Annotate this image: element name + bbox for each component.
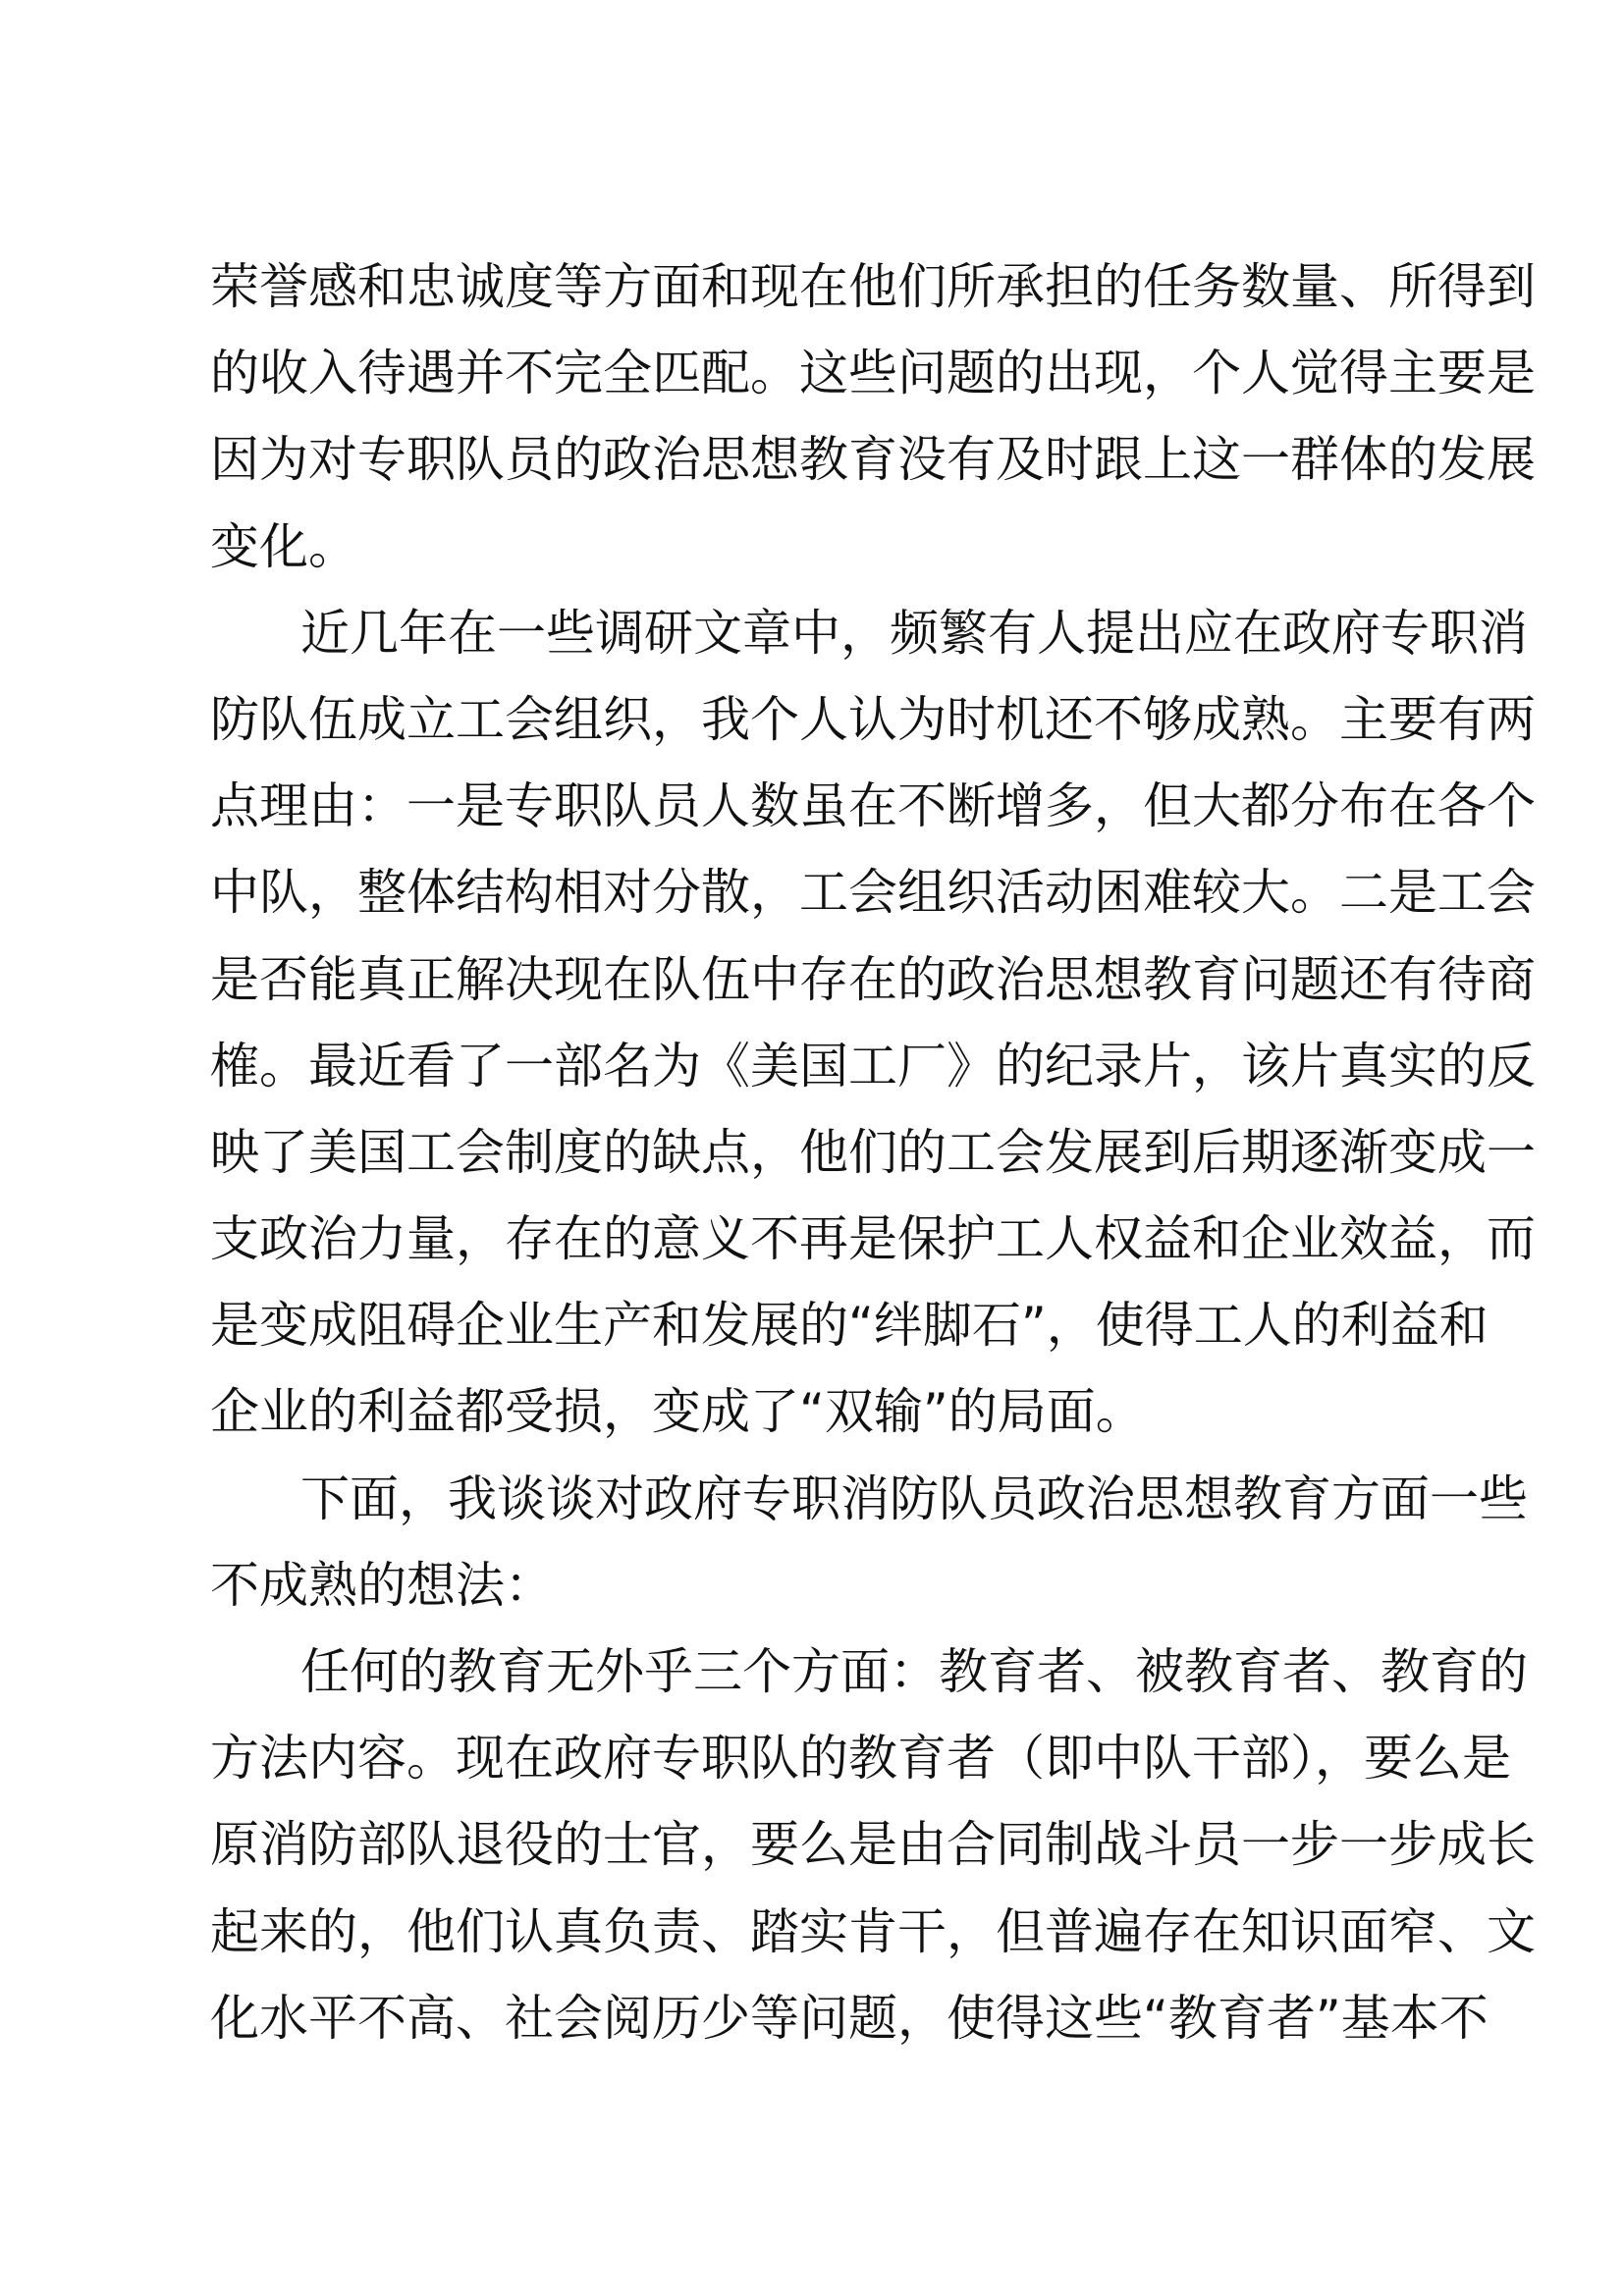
- text-line: 下面，我谈谈对政府专职消防队员政治思想教育方面一些: [300, 1469, 1528, 1527]
- text-line: 映了美国工会制度的缺点，他们的工会发展到后期逐渐变成一: [210, 1123, 1536, 1181]
- text-line: 变化。: [210, 517, 357, 575]
- text-line: 原消防部队退役的士官，要么是由合同制战斗员一步一步成长: [210, 1816, 1536, 1874]
- text-line: 荣誉感和忠诚度等方面和现在他们所承担的任务数量、所得到: [210, 258, 1536, 315]
- text-line: 起来的，他们认真负责、踏实肯干，但普遍存在知识面窄、文: [210, 1902, 1536, 1960]
- text-line: 化水平不高、社会阅历少等问题，使得这些“教育者”基本不: [210, 1989, 1489, 2047]
- text-line: 企业的利益都受损，变成了“双输”的局面。: [210, 1383, 1145, 1441]
- body-text: [210, 243, 1536, 2061]
- text-line: 是变成阻碍企业生产和发展的“绊脚石”，使得工人的利益和: [210, 1297, 1489, 1355]
- text-line: 不成熟的想法：: [210, 1556, 554, 1614]
- text-line: 中队，整体结构相对分散，工会组织活动困难较大。二是工会: [210, 864, 1536, 922]
- text-line: 任何的教育无外乎三个方面：教育者、被教育者、教育的: [300, 1643, 1528, 1700]
- text-line: 的收入待遇并不完全匹配。这些问题的出现，个人觉得主要是: [210, 345, 1536, 402]
- text-line: 方法内容。现在政府专职队的教育者（即中队干部），要么是: [210, 1730, 1511, 1788]
- text-line: 是否能真正解决现在队伍中存在的政治思想教育问题还有待商: [210, 950, 1536, 1008]
- text-line: 支政治力量，存在的意义不再是保护工人权益和企业效益，而: [210, 1210, 1536, 1268]
- text-line: 因为对专职队员的政治思想教育没有及时跟上这一群体的发展: [210, 431, 1536, 489]
- text-line: 防队伍成立工会组织，我个人认为时机还不够成熟。主要有两: [210, 690, 1536, 748]
- text-line: 榷。最近看了一部名为《美国工厂》的纪录片，该片真实的反: [210, 1037, 1536, 1095]
- text-line: 近几年在一些调研文章中，频繁有人提出应在政府专职消: [300, 604, 1528, 662]
- text-line: 点理由：一是专职队员人数虽在不断增多，但大都分布在各个: [210, 777, 1536, 835]
